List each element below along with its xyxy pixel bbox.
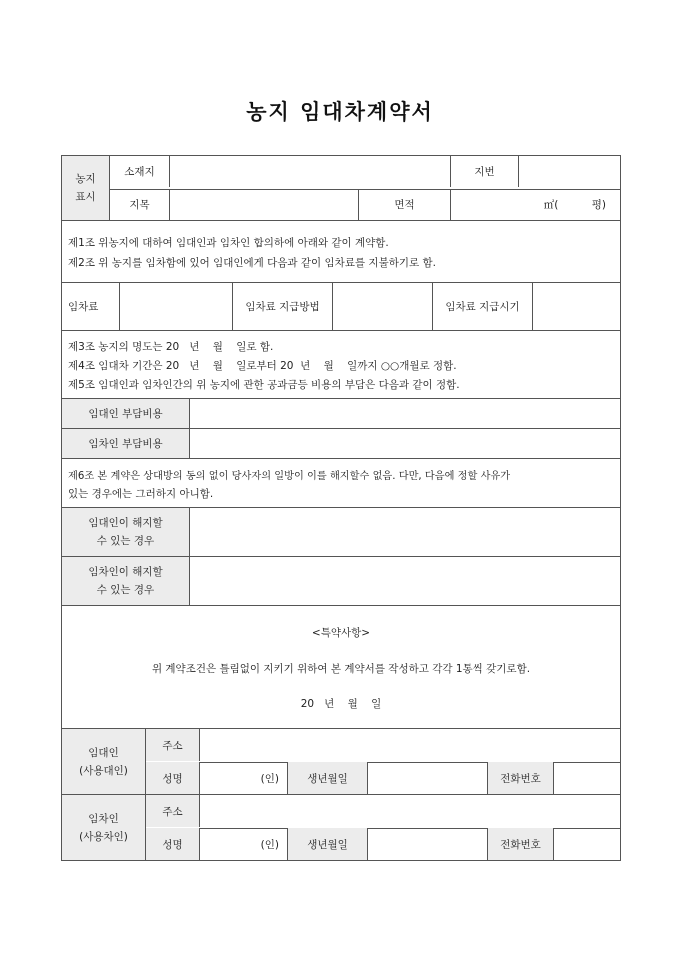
clauses-1-2 xyxy=(61,221,621,283)
land-label-line1: 농지 xyxy=(75,173,96,185)
lessor-party-section xyxy=(61,729,621,795)
lessee-party-section xyxy=(61,795,621,861)
contract-date: 20 년 월 일 xyxy=(300,698,382,710)
lessee-phone-field[interactable] xyxy=(554,828,620,860)
payment-method-label: 임차료 지급방법 xyxy=(233,283,333,330)
lessor-termination-label: 임대인이 해지할 수 있는 경우 xyxy=(62,508,190,556)
payment-method-field[interactable] xyxy=(333,283,433,330)
special-terms-heading: <특약사항> xyxy=(311,627,371,639)
land-label-line2: 표시 xyxy=(75,191,96,203)
article-6-line1: 제6조 본 계약은 상대방의 동의 없이 당사자의 일방이 이를 해지할수 없음. 다만, 다음에 정할 사유가 xyxy=(68,471,511,482)
article-3: 제3조 농지의 명도는 20 년 월 일로 함. xyxy=(68,341,274,353)
article-4: 제4조 임대차 기간은 20 년 월 일로부터 20 년 월 일까지 ○○개월로 정함. xyxy=(68,360,457,372)
payment-time-label: 임차료 지급시기 xyxy=(433,283,533,330)
lessee-party-label: 임차인 (사용차인) xyxy=(62,795,146,860)
lessor-birth-field[interactable] xyxy=(368,762,488,794)
article-6-line2: 있는 경우에는 그러하지 아니함. xyxy=(68,488,214,500)
clause-6 xyxy=(61,459,621,508)
lessor-address-label: 주소 xyxy=(146,729,200,761)
lessor-cost-label: 임대인 부담비용 xyxy=(62,399,190,428)
location-field[interactable] xyxy=(170,156,451,187)
lessee-address-label: 주소 xyxy=(146,795,200,827)
area-unit: ㎡( 평) xyxy=(543,199,606,211)
lessee-name-label: 성명 xyxy=(146,828,200,860)
lessee-birth-label: 생년월일 xyxy=(288,828,368,860)
lessee-cost-label: 임차인 부담비용 xyxy=(62,429,190,458)
area-label: 면적 xyxy=(359,189,451,220)
article-5: 제5조 임대인과 임차인간의 위 농지에 관한 공과금등 비용의 부담은 다음과 같이 정함. xyxy=(68,379,460,391)
lot-number-label: 지번 xyxy=(451,156,519,187)
lessee-address-field[interactable] xyxy=(200,795,620,827)
lessee-termination-row xyxy=(61,557,621,606)
lessor-phone-label: 전화번호 xyxy=(488,762,554,794)
land-label xyxy=(62,156,110,220)
lessee-cost-row xyxy=(61,429,621,459)
lessee-birth-field[interactable] xyxy=(368,828,488,860)
lessor-party-label: 임대인 (사용대인) xyxy=(62,729,146,794)
lessee-name-field[interactable] xyxy=(200,828,288,860)
rent-label: 임차료 xyxy=(62,283,120,330)
lessee-termination-label: 임차인이 해지할 수 있는 경우 xyxy=(62,557,190,605)
contract-form xyxy=(61,155,621,861)
lessor-cost-row xyxy=(61,399,621,429)
lessee-seal: (인) xyxy=(260,838,279,851)
lessor-termination-field[interactable] xyxy=(190,508,620,556)
lessor-name-label: 성명 xyxy=(146,762,200,794)
land-category-label: 지목 xyxy=(110,189,170,220)
location-label: 소재지 xyxy=(110,156,170,187)
land-category-field[interactable] xyxy=(170,189,359,220)
clauses-3-5 xyxy=(61,331,621,399)
article-1: 제1조 위농지에 대하여 임대인과 임차인 합의하에 아래와 같이 계약함. xyxy=(68,237,389,249)
lessee-cost-field[interactable] xyxy=(190,429,620,458)
area-field[interactable] xyxy=(451,189,620,220)
rent-field[interactable] xyxy=(120,283,233,330)
land-description-section xyxy=(61,155,621,221)
lessor-address-field[interactable] xyxy=(200,729,620,761)
lessor-phone-field[interactable] xyxy=(554,762,620,794)
lot-number-field[interactable] xyxy=(519,156,620,187)
lessor-termination-row xyxy=(61,508,621,557)
payment-time-field[interactable] xyxy=(533,283,620,330)
rent-row xyxy=(61,283,621,331)
special-terms-section xyxy=(61,606,621,729)
lessor-cost-field[interactable] xyxy=(190,399,620,428)
lessor-birth-label: 생년월일 xyxy=(288,762,368,794)
special-terms-statement: 위 계약조건은 틀림없이 지키기 위하여 본 계약서를 작성하고 각각 1통씩 갖기로함. xyxy=(151,663,531,675)
lessor-seal: (인) xyxy=(260,772,279,785)
article-2: 제2조 위 농지를 임차함에 있어 임대인에게 다음과 같이 임차료를 지불하기로 함. xyxy=(68,257,436,269)
lessee-phone-label: 전화번호 xyxy=(488,828,554,860)
lessor-name-field[interactable] xyxy=(200,762,288,794)
document-title: 농지 임대차계약서 xyxy=(246,100,434,124)
lessee-termination-field[interactable] xyxy=(190,557,620,605)
